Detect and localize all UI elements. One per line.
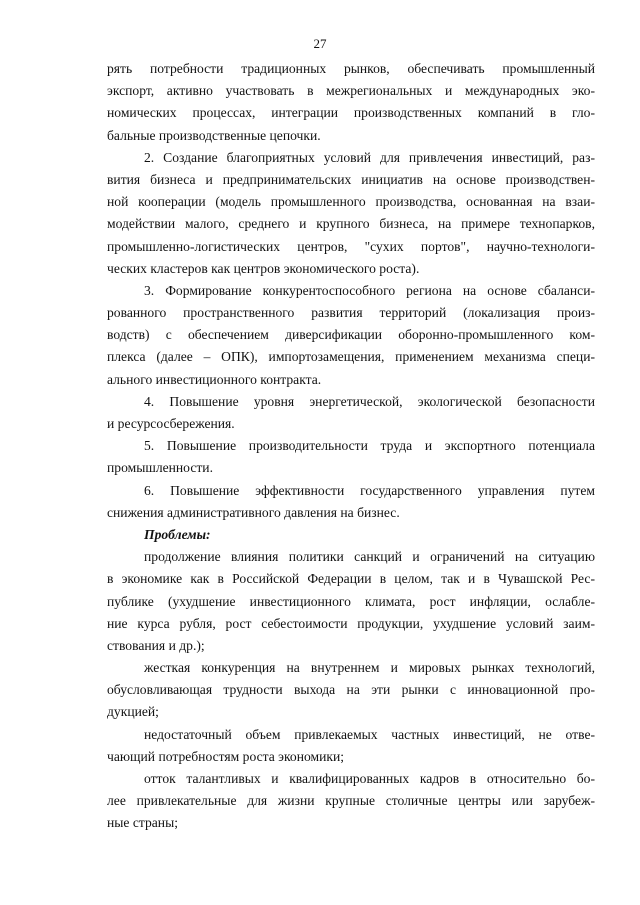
paragraph (107, 768, 595, 835)
text-line: отток талантливых и квалифицированных кадров в относительно бо- (144, 771, 595, 786)
text-line: вития бизнеса и предпринимательских инициатив на основе производствен- (107, 171, 595, 187)
text-line: чающий потребностям роста экономики; (107, 748, 345, 764)
text-line: рованного пространственного развития территорий (локализация произ- (107, 305, 595, 321)
text-line: ального инвестиционного контракта. (107, 371, 322, 387)
text-line: ные страны; (107, 815, 178, 831)
paragraph (107, 58, 595, 147)
paragraph (107, 657, 595, 724)
text-line: ной кооперации (модель промышленного производства, основанная на взаи- (107, 194, 595, 210)
text-line: водств) с обеспечением диверсификации оборонно-промышленного ком- (107, 327, 595, 343)
paragraph (107, 280, 595, 391)
text-line: промышленно-логистических центров, "сухих портов", научно-технологи- (107, 238, 595, 254)
text-line: ствования и др.); (107, 637, 205, 653)
text-line: номических процессах, интеграции производственных компаний в гло- (107, 105, 595, 121)
text-line: снижения административного давления на бизнес. (107, 504, 400, 520)
heading-text: Проблемы: (144, 526, 211, 542)
text-line: публике (ухудшение инвестиционного климата, рост инфляции, ослабле- (107, 593, 595, 609)
text-line: рять потребности традиционных рынков, обеспечивать промышленный (107, 61, 595, 76)
text-line: продолжение влияния политики санкций и ограничений на ситуацию (144, 549, 595, 565)
text-line: модействии малого, среднего и крупного бизнеса, на примере технопарков, (107, 216, 595, 232)
paragraph (107, 391, 595, 435)
text-line: промышленности. (107, 460, 213, 476)
text-line: в экономике как в Российской Федерации в целом, так и в Чувашской Рес- (107, 571, 595, 587)
paragraph (107, 147, 595, 280)
text-line: лее привлекательные для жизни крупные столичные центры или зарубеж- (107, 793, 595, 809)
section-heading (107, 524, 595, 546)
text-line: экспорт, активно участвовать в межрегиональных и международных эко- (107, 83, 595, 99)
text-line: ческих кластеров как центров экономического роста). (107, 260, 420, 276)
text-line: 3. Формирование конкурентоспособного региона на основе сбаланси- (144, 282, 595, 298)
text-line: ние курса рубля, рост себестоимости продукции, ухудшение условий заим- (107, 615, 595, 631)
paragraph (107, 435, 595, 479)
text-line: бальные производственные цепочки. (107, 127, 321, 143)
text-line: жесткая конкуренция на внутреннем и мировых рынках технологий, (144, 660, 595, 676)
text-line: и ресурсосбережения. (107, 416, 235, 431)
paragraph (107, 546, 595, 657)
paragraph (107, 724, 595, 768)
text-line: 4. Повышение уровня энергетической, экологической безопасности (144, 393, 595, 409)
text-line: недостаточный объем привлекаемых частных инвестиций, не отве- (144, 726, 595, 742)
text-line: 5. Повышение производительности труда и экспортного потенциала (144, 438, 595, 454)
paragraph (107, 480, 595, 524)
text-line: плекса (далее – ОПК), импортозамещения, применением механизма специ- (107, 349, 595, 365)
text-line: 2. Создание благоприятных условий для привлечения инвестиций, раз- (144, 149, 595, 165)
page-number: 27 (313, 36, 327, 51)
text-line: обусловливающая трудности выхода на эти рынки с инновационной про- (107, 682, 595, 698)
text-line: дукцией; (107, 704, 159, 720)
text-line: 6. Повышение эффективности государственного управления путем (144, 482, 595, 498)
document-body (107, 58, 595, 835)
